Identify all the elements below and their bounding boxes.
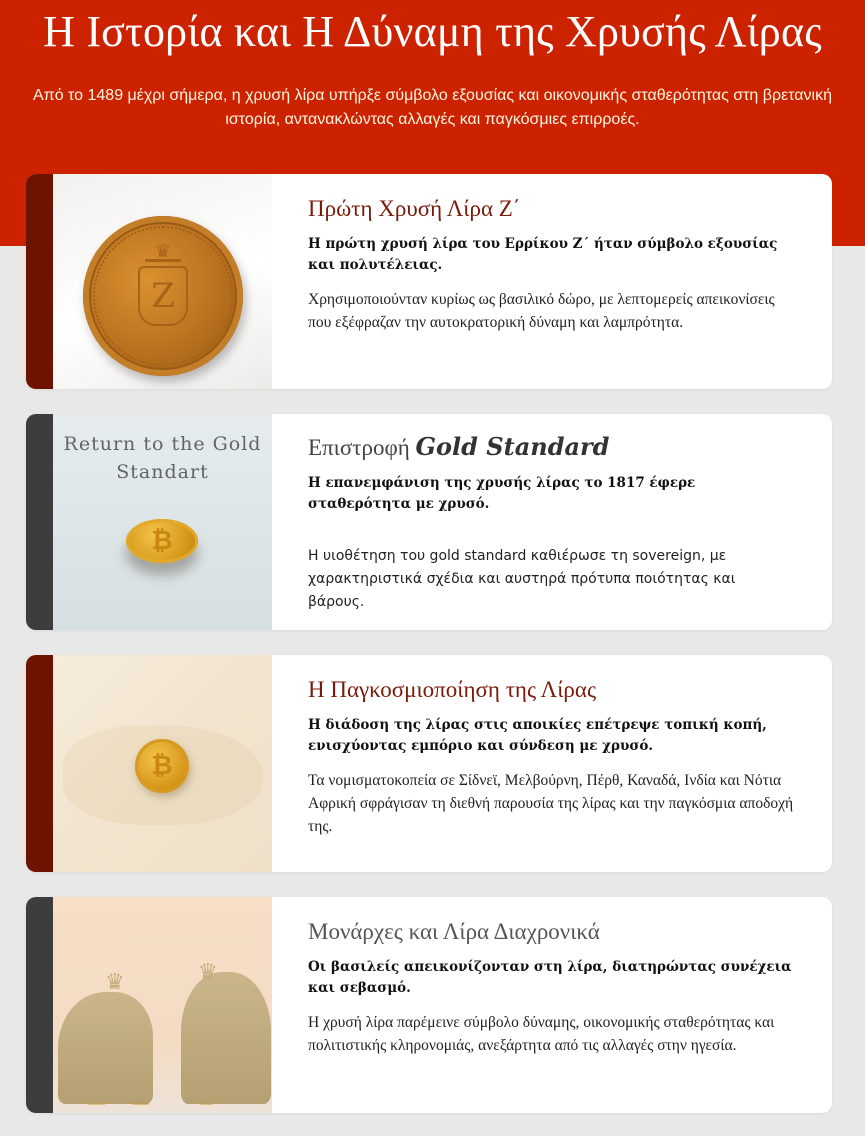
- card-accent-bar: [26, 655, 53, 872]
- card-title: Μονάρχες και Λίρα Διαχρονικά: [308, 919, 600, 944]
- card-accent-bar: [26, 174, 53, 389]
- card-accent-bar: [26, 897, 53, 1113]
- card-monarchs: [26, 897, 832, 1113]
- card-body: Χρησιμοποιούνταν κυρίως ως βασιλικό δώρο, με λεπτομερείς απεικονίσεις που εξέφραζαν την αυτοκρατορική δύναμη και λαμπρότητα.: [308, 291, 775, 331]
- page-subtitle: Από το 1489 μέχρι σήμερα, η χρυσή λίρα υπήρξε σύμβολο εξουσίας και οικονομικής σταθερότητας στη βρετανική ιστορία, αντανακλώντας αλλαγές και παγκόσμιες επιρροές.: [33, 87, 832, 128]
- king-figurine: [181, 972, 271, 1104]
- card-title: Πρώτη Χρυσή Λίρα Ζ΄: [308, 196, 521, 221]
- card-gold-standard: [26, 414, 832, 630]
- card-lead: Η πρώτη χρυσή λίρα του Ερρίκου Ζ΄ ήταν σύμβολο εξουσίας και πολυτέλειας.: [308, 236, 778, 273]
- coins-pile-icon: [53, 1097, 272, 1111]
- kings-image: [53, 897, 272, 1113]
- card-accent-bar: [26, 414, 53, 630]
- card-title: Η Παγκοσμιοποίηση της Λίρας: [308, 677, 597, 702]
- card-first-gold-sovereign: [26, 174, 832, 389]
- card-title-script: Gold Standard: [415, 432, 610, 461]
- card-content: [272, 174, 832, 389]
- card-body: Η υιοθέτηση του gold standard καθιέρωσε τη sovereign, με χαρακτηριστικά σχέδια και αυστηρά πρότυπα ποιότητας και βάρους.: [308, 548, 736, 610]
- card-content: [272, 414, 832, 630]
- card-body: Τα νομισματοκοπεία σε Σίδνεϊ, Μελβούρνη, Πέρθ, Καναδά, Ινδία και Νότια Αφρική σφράγισαν τη διεθνή παρουσία της λίρας και την παγκόσμια αποδοχή της.: [308, 772, 794, 835]
- crown-icon: ♛: [198, 959, 218, 984]
- gold-coin-icon: [83, 216, 243, 376]
- crown-icon: ♛: [145, 242, 181, 262]
- card-title-text: Επιστροφή: [308, 435, 410, 460]
- gold-coin-icon: ₿: [126, 519, 198, 563]
- shield-icon: Z: [138, 266, 188, 326]
- card-lead: Οι βασιλείς απεικονίζονταν στη λίρα, διατηρώντας συνέχεια και σεβασμό.: [308, 959, 792, 996]
- card-lead: Η επανεμφάνιση της χρυσής λίρας το 1817 έφερε σταθερότητα με χρυσό.: [308, 475, 696, 512]
- gold-coin-icon: ₿: [135, 739, 189, 793]
- coin-image: [53, 174, 272, 389]
- card-title: [308, 432, 796, 463]
- king-figurine: [58, 992, 153, 1104]
- crown-icon: ♛: [105, 969, 125, 994]
- card-globalization: [26, 655, 832, 872]
- page-title: Η Ιστορία και Η Δύναμη της Χρυσής Λίρας: [43, 7, 822, 56]
- image-caption: Return to the Gold Standart: [63, 433, 262, 483]
- card-lead: Η διάδοση της λίρας στις αποικίες επέτρεψε τοπική κοπή, ενισχύοντας εμπόριο και σύνδεση με χρυσό.: [308, 717, 767, 754]
- card-content: [272, 655, 832, 872]
- coin-image: [53, 414, 272, 630]
- coin-map-image: [53, 655, 272, 872]
- card-content: [272, 897, 832, 1113]
- card-body: Η χρυσή λίρα παρέμεινε σύμβολο δύναμης, οικονομικής σταθερότητας και πολιτιστικής κληρονομιάς, ανεξάρτητα από τις αλλαγές στην ηγεσία.: [308, 1014, 775, 1054]
